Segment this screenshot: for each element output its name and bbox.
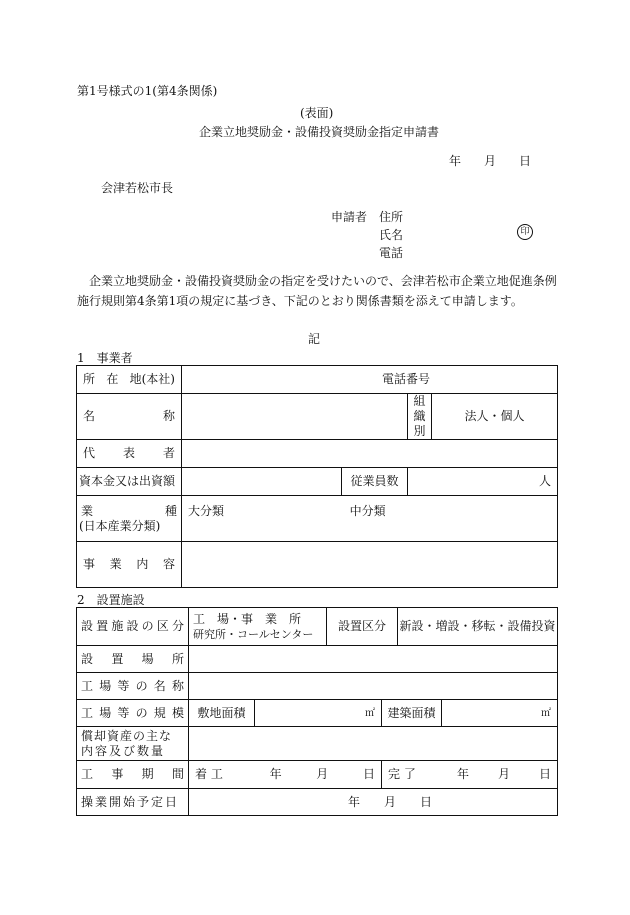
- facility-table: [76, 607, 558, 816]
- industry-sub-label: (日本産業分類): [79, 518, 161, 533]
- phone-label: 電話番号: [382, 372, 431, 386]
- sqm-unit: ㎡: [541, 708, 552, 719]
- location-label-cell: 所 在 地(本社): [77, 366, 182, 394]
- construction-label-cell: 工 事 期 間: [77, 761, 189, 789]
- applicant-name: 氏名: [379, 228, 404, 242]
- location-value-cell[interactable]: [182, 366, 558, 394]
- addressee: 会津若松市長: [101, 181, 174, 195]
- section-1-heading: 1 事業者: [77, 351, 133, 365]
- date-month: 月: [483, 154, 496, 168]
- org-value-cell[interactable]: 法人・個人: [432, 394, 558, 440]
- application-statement: [77, 271, 559, 311]
- construction-start-cell[interactable]: 着 工 年 月 日: [189, 761, 382, 789]
- representative-value-cell[interactable]: [182, 440, 558, 468]
- type-factory: 工 場・事 業 所: [193, 611, 302, 626]
- employees-value-cell[interactable]: [408, 468, 558, 496]
- building-area-label-cell: 建築面積: [382, 700, 442, 727]
- assets-label-1: 償却資産の主な: [81, 728, 173, 743]
- building-area-value-cell[interactable]: [442, 700, 558, 727]
- applicant-label: 申請者: [331, 210, 368, 224]
- factory-name-value-cell[interactable]: [189, 673, 558, 700]
- start-label: 着 工: [195, 767, 223, 781]
- finish-label: 完 了: [388, 767, 416, 781]
- applicant-address: 住所: [379, 210, 404, 224]
- section-2-heading: 2 設置施設: [77, 593, 145, 607]
- construction-finish-cell[interactable]: 完 了 年 月 日: [382, 761, 558, 789]
- major-class-label: 大分類: [188, 504, 225, 518]
- category-label-cell: 設 置 施 設 の 区 分: [77, 608, 189, 646]
- industry-value-cell[interactable]: [182, 496, 558, 542]
- sqm-unit: ㎡: [365, 708, 375, 719]
- scale-label-cell: 工 場 等 の 規 模: [77, 700, 189, 727]
- assets-label-2: 内容及び数量: [81, 743, 166, 758]
- capital-label-cell: 資本金又は出資額: [77, 468, 182, 496]
- site-area-value-cell[interactable]: [255, 700, 382, 727]
- site-area-label-cell: 敷地面積: [189, 700, 255, 727]
- capital-value-cell[interactable]: [182, 468, 342, 496]
- ki-label: 記: [308, 332, 321, 346]
- business-value-cell[interactable]: [182, 542, 558, 588]
- industry-label-cell: 業 種 (日本産業分類): [77, 496, 182, 542]
- face-label: (表面): [300, 106, 334, 120]
- assets-label-cell: [77, 727, 189, 761]
- date-year: 年: [449, 154, 462, 168]
- applicant-phone: 電話: [379, 246, 404, 260]
- middle-class-label: 中分類: [349, 504, 386, 518]
- org-label-cell: 組 織 別: [408, 394, 432, 440]
- seal-mark: 印: [517, 224, 533, 240]
- date-day: 日: [518, 154, 531, 168]
- install-value-cell[interactable]: 新設・増設・移転・設備投資: [398, 608, 558, 646]
- category-value-cell[interactable]: [189, 608, 327, 646]
- assets-value-cell[interactable]: [189, 727, 558, 761]
- place-value-cell[interactable]: [189, 646, 558, 673]
- op-start-label-cell: 操業開始予定日: [77, 789, 189, 816]
- date-line: [449, 152, 531, 169]
- install-label-cell: 設置区分: [327, 608, 398, 646]
- statement-line-2: 施行規則第4条第1項の規定に基づき、下記のとおり関係書類を添えて申請します。: [77, 294, 523, 308]
- factory-name-label-cell: 工 場 等 の 名 称: [77, 673, 189, 700]
- name-label-cell: 名 称: [77, 394, 182, 440]
- statement-line-1: 企業立地奨励金・設備投資奨励金の指定を受けたいので、会津若松市企業立地促進条例: [89, 274, 557, 288]
- employees-unit: 人: [539, 474, 552, 488]
- document-title: 企業立地奨励金・設備投資奨励金指定申請書: [199, 125, 440, 139]
- place-label-cell: 設 置 場 所: [77, 646, 189, 673]
- type-research: 研究所・コールセンター: [193, 627, 314, 641]
- business-label-cell: 事 業 内 容: [77, 542, 182, 588]
- form-number: 第1号様式の1(第4条関係): [77, 84, 218, 98]
- op-start-value-cell[interactable]: 年 月 日: [189, 789, 558, 816]
- employees-label-cell: 従業員数: [342, 468, 408, 496]
- business-table: [76, 365, 558, 588]
- name-value-cell[interactable]: [182, 394, 408, 440]
- representative-label-cell: 代 表 者: [77, 440, 182, 468]
